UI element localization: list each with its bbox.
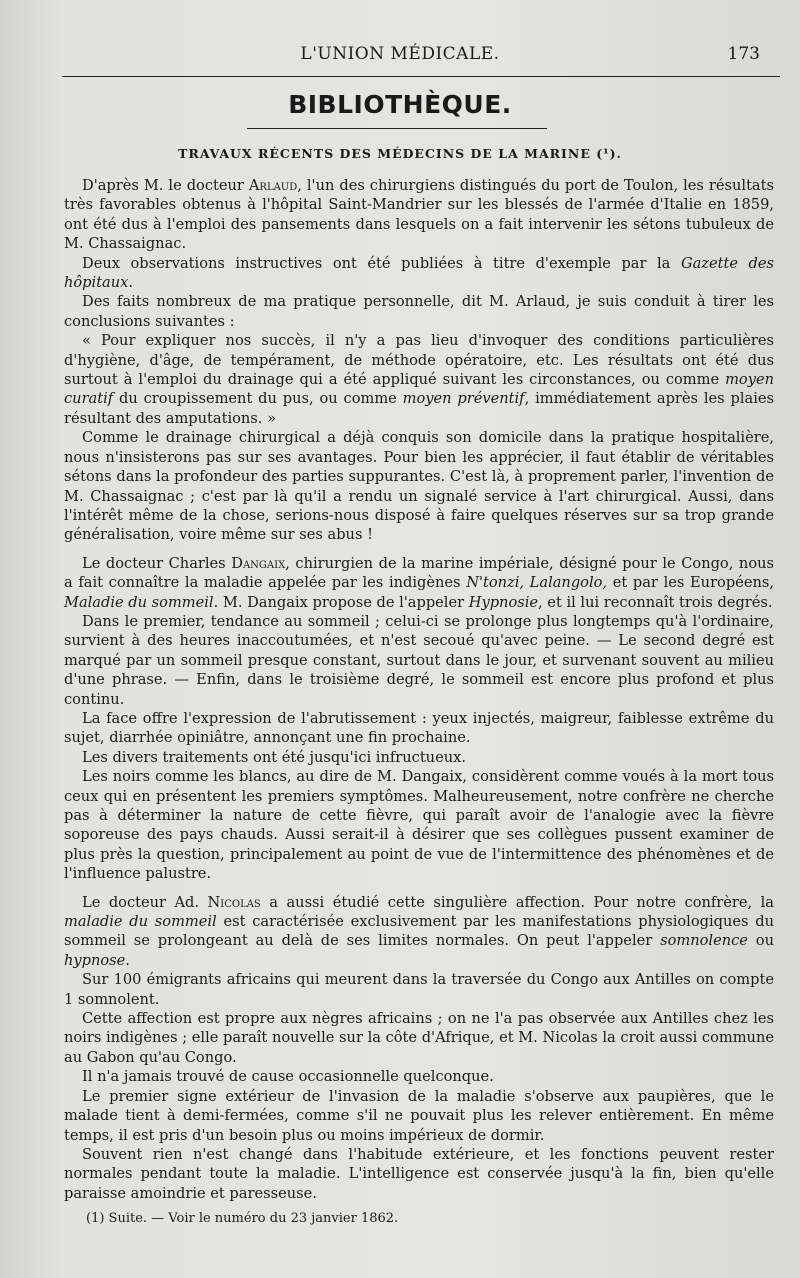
italic-text: moyen préventif xyxy=(402,390,525,408)
text-run: « Pour expliquer nos succès, il n'y a pas lieu d'invoquer des conditions particulières d'hygiène, d'âge, de tempérament, de méthode opératoire, etc. Les résultats ont été dus surtout à l'emploi du drainage qui a été appliqué suivant les circonstances, ou comme xyxy=(64,332,774,389)
paragraph xyxy=(64,1145,774,1203)
running-title: L'UNION MÉDICALE. xyxy=(300,44,500,64)
page-header xyxy=(0,44,800,74)
italic-text: hypnose xyxy=(64,951,126,969)
page-number: 173 xyxy=(727,44,760,64)
text-run: Dans le premier, tendance au sommeil ; celui-ci se prolonge plus longtemps qu'à l'ordinaire, survient à des heures inaccoutumées, et n'est secoué qu'avec peine. — Le second degré est marqué par un sommeil presque constant, surtout dans le jour, et survenant souvent au milieu d'une phrase. — Enfin, dans le troisième degré, le sommeil est encore plus profond et plus continu. xyxy=(64,612,774,708)
text-run: , l'un des chirurgiens distingués du port de Toulon, les résultats très favorables obtenus à l'hôpital Saint-Mandrier sur les blessés de l'armée d'Italie en 1859, ont été dus à l'emploi des pansements dans lesquels on a fait intervenir les sétons tubuleux de M. Chassaignac. xyxy=(64,177,774,253)
author-name: Arlaud xyxy=(248,177,298,194)
paragraph xyxy=(64,554,774,612)
text-run: Deux observations instructives ont été publiées à titre d'exemple par la xyxy=(82,254,681,272)
text-run: Il n'a jamais trouvé de cause occasionnelle quelconque. xyxy=(82,1068,494,1086)
paragraph xyxy=(64,1009,774,1067)
text-run: Des faits nombreux de ma pratique personnelle, dit M. Arlaud, je suis conduit à tirer les conclusions suivantes : xyxy=(64,293,774,330)
author-name: Nicolas xyxy=(207,893,261,911)
text-run: Les noirs comme les blancs, au dire de M. Dangaix, considèrent comme voués à la mort tous ceux qui en présentent les premiers symptômes. Malheureusement, notre confrère ne cherche pas à déterminer la nature de cette fièvre, qui paraît avoir de l'analogie avec la fièvre soporeuse des pays chauds. Aussi serait-il à désirer que ses collègues pussent examiner de plus près la question, principalement au point de vue de l'intermittence des phénomènes et de l'influence palustre. xyxy=(64,768,774,883)
text-run: , immédiatement après les plaies résultant des amputations. » xyxy=(64,390,775,427)
author-name: Dangaix xyxy=(231,554,286,572)
text-run: ou xyxy=(747,932,774,950)
text-run: Le premier signe extérieur de l'invasion de la maladie s'observe aux paupières, que le malade tient à demi-fermées, comme s'il ne pouvait plus les relever entièrement. En même temps, il est pris d'un besoin plus ou moins impérieux de dormir. xyxy=(64,1087,774,1144)
text-run: Comme le drainage chirurgical a déjà conquis son domicile dans la pratique hospitalière, nous n'insisterons pas sur ses avantages. Pour bien les apprécier, il faut établir de véritables sétons dans la profondeur des parties suppurantes. C'est là, à proprement parler, l'invention de M. Chassaignac ; c'est par là qu'il a rendu un signalé service à l'art chirurgical. Aussi, dans l'intérêt même de la chose, serions-nous disposé à faire quelques réserves sur sa trop grande généralisation, voire même sur ses abus ! xyxy=(64,429,774,544)
text-run: Le docteur Charles xyxy=(82,554,232,572)
italic-text: Gazette des hôpitaux xyxy=(64,254,774,292)
text-run: Le docteur Ad. xyxy=(82,893,208,911)
text-run: , chirurgien de la marine impériale, désigné pour le Congo, nous a fait connaître la maladie appelée par les indigènes xyxy=(64,554,774,592)
paragraph xyxy=(64,748,774,767)
paragraph xyxy=(64,709,774,748)
paragraph xyxy=(64,1067,774,1086)
text-run: et par les Européens, xyxy=(607,574,774,592)
paragraph xyxy=(64,331,774,428)
paragraph xyxy=(64,292,774,331)
footnote: (1) Suite. — Voir le numéro du 23 janvier 1862. xyxy=(86,1211,399,1226)
text-run: La face offre l'expression de l'abrutissement : yeux injectés, maigreur, faiblesse extrême du sujet, diarrhée opiniâtre, annonçant une fin prochaine. xyxy=(64,709,774,747)
paragraph xyxy=(64,612,774,709)
paragraph xyxy=(64,428,774,544)
text-run: , et il lui reconnaît trois degrés. xyxy=(538,593,773,611)
heading-rule xyxy=(247,128,547,129)
text-run: est caractérisée exclusivement par les manifestations physiologiques du sommeil se prolongeant au delà de ses limites normales. On peut l'appeler xyxy=(64,913,774,950)
paragraph xyxy=(64,254,774,293)
article-subheading xyxy=(0,146,800,161)
header-rule xyxy=(62,76,780,77)
italic-text: moyen curatif xyxy=(64,371,774,408)
text-run: Cette affection est propre aux nègres africains ; on ne l'a pas observée aux Antilles chez les noirs indigènes ; elle paraît nouvelle sur la côte d'Afrique, et M. Nicolas la croit aussi commune au Gabon qu'au Congo. xyxy=(64,1010,774,1066)
subheading-text: TRAVAUX RÉCENTS DES MÉDECINS DE LA MARINE xyxy=(178,146,591,161)
paragraph xyxy=(64,970,774,1009)
text-run: Souvent rien n'est changé dans l'habitude extérieure, et les fonctions peuvent rester normales pendant toute la maladie. L'intelligence est conservée jusqu'à la fin, bien qu'elle paraisse amoindrie et paresseuse. xyxy=(64,1145,774,1202)
italic-text: maladie du sommeil xyxy=(64,913,217,931)
paragraph xyxy=(64,767,774,883)
paragraph xyxy=(64,1087,774,1145)
footnote-marker: (¹). xyxy=(596,146,622,161)
italic-text: somnolence xyxy=(660,932,748,950)
italic-text: Hypnosie xyxy=(468,593,539,611)
text-run: D'après M. le docteur xyxy=(82,177,249,194)
text-run: du croupissement du pus, ou comme xyxy=(113,390,403,408)
section-heading: BIBLIOTHÈQUE. xyxy=(288,90,512,119)
text-run: . xyxy=(128,274,134,292)
text-run: . xyxy=(125,951,130,969)
italic-text: N'tonzi, Lalangolo, xyxy=(466,574,608,592)
text-run: a aussi étudié cette singulière affection. Pour notre confrère, la xyxy=(260,893,774,911)
paragraph xyxy=(64,176,774,254)
text-run: Sur 100 émigrants africains qui meurent dans la traversée du Congo aux Antilles on compte 1 somnolent. xyxy=(64,971,774,1008)
article-body xyxy=(64,176,774,1203)
paragraph xyxy=(64,893,774,971)
text-run: Les divers traitements ont été jusqu'ici infructueux. xyxy=(82,748,466,766)
italic-text: Maladie du sommeil xyxy=(64,593,214,611)
text-run: . M. Dangaix propose de l'appeler xyxy=(213,593,469,611)
